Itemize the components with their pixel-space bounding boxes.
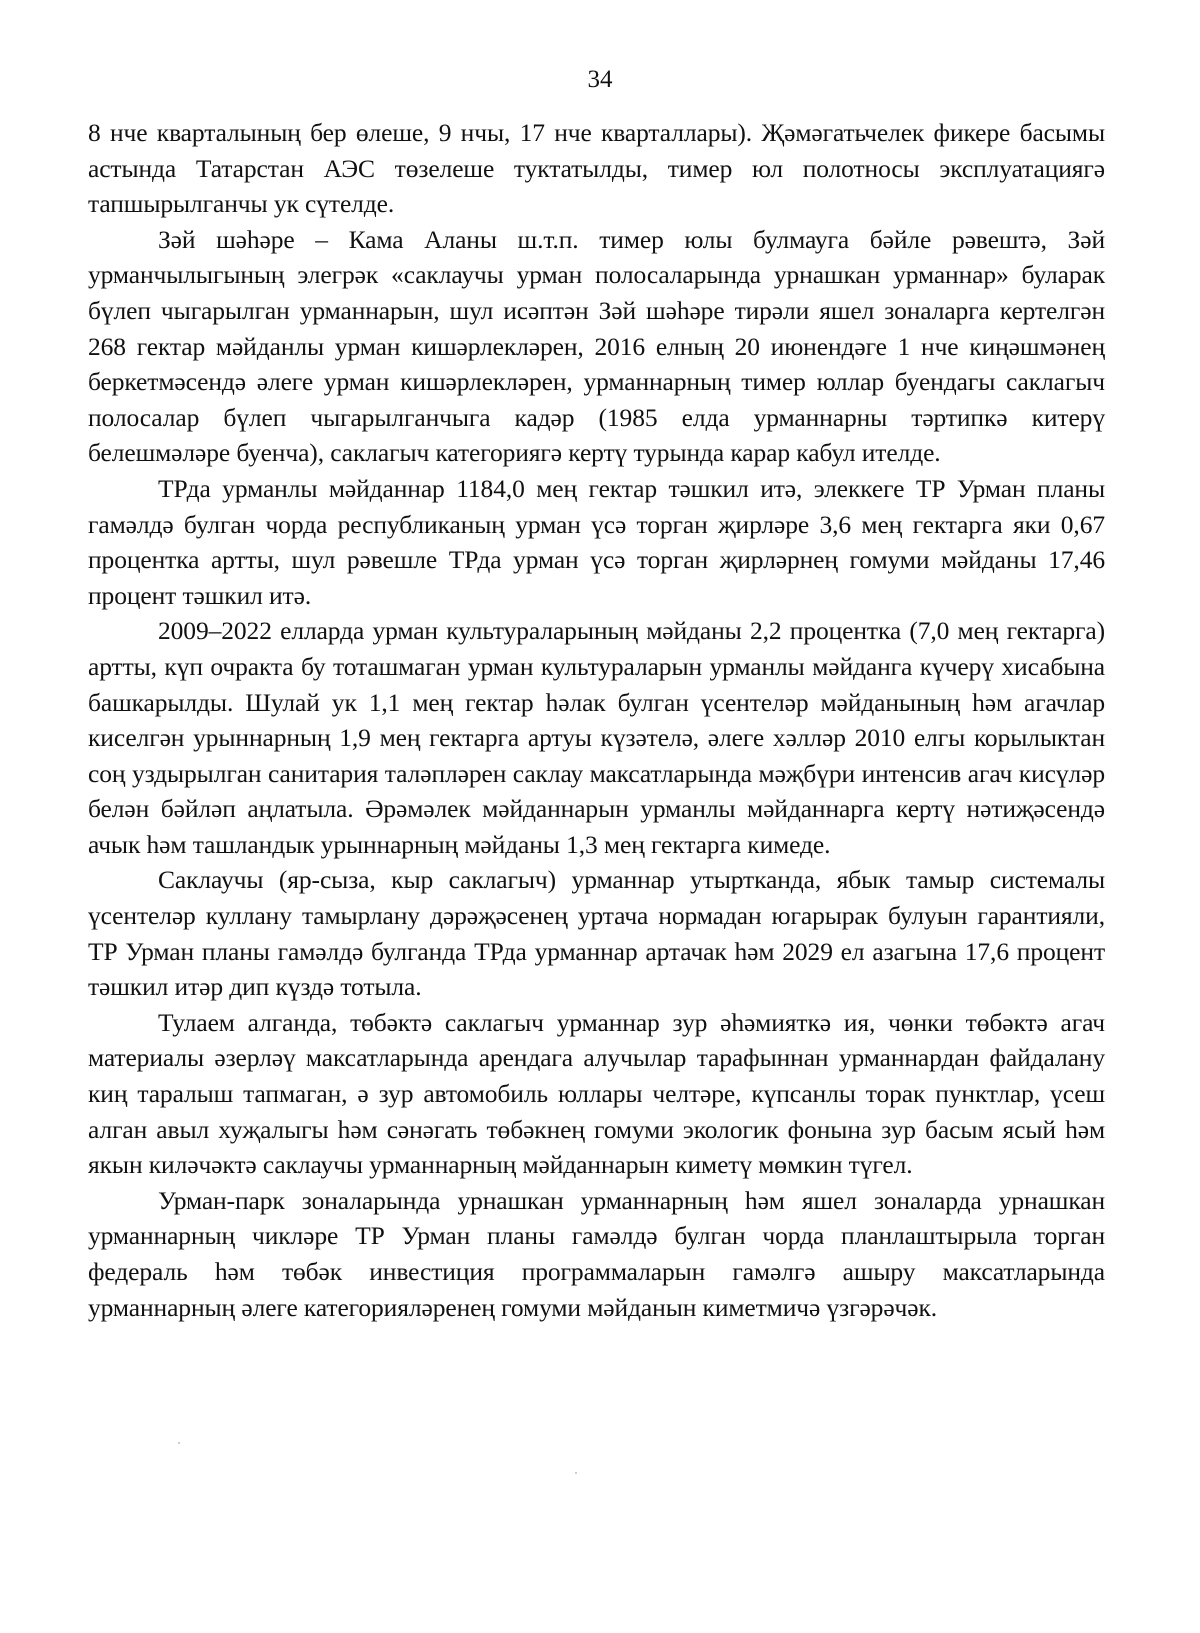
- paragraph-7: Урман-парк зоналарында урнашкан урманнарның һәм яшел зоналарда урнашкан урманнарның чикләре ТР Урман планы гамәлдә булган чорда планлаштырыла торган федераль һәм төбәк инвестиция программаларын гамәлгә ашыру максатларында урманнарның әлеге категорияләренең гомуми мәйданын киметмичә үзгәрәчәк.: [88, 1185, 1105, 1322]
- scan-speck: [178, 1442, 180, 1444]
- paragraph-4: 2009–2022 елларда урман культураларының мәйданы 2,2 процентка (7,0 мең гектарга) артты, күп очракта бу тоташмаган урман культураларын урманлы мәйданга күчерү хисабына башкарылды. Шулай ук 1,1 мең гектар һәлак булган үсентеләр мәйданының һәм агачлар киселгән урыннарның 1,9 мең гектарга артуы күзәтелә, әлеге хәлләр 2010 елгы корылыктан соң уздырылган санитария таләпләрен саклау максатларында мәҗбүри интенсив агач кисүләр белән бәйләп аңлатыла. Әрәмәлек мәйданнарын урманлы мәйданнарга кертү нәтиҗәсендә ачык һәм ташландык урыннарның мәйданы 1,3 мең гектарга кимеде.: [88, 616, 1105, 859]
- paragraph-6: Тулаем алганда, төбәктә саклагыч урманнар зур әһәмияткә ия, чөнки төбәктә агач материалы әзерләү максатларында арендага алучылар тарафыннан урманнардан файдалану киң таралыш тапмаган, ә зур автомобиль юллары челтәре, күпсанлы торак пунктлар, үсеш алган авыл хуҗалыгы һәм сәнәгать төбәкнең гомуми экологик фонына зур басым ясый һәм якын киләчәктә саклаучы урманнарның мәйданнарын киметү мөмкин түгел.: [88, 1007, 1105, 1180]
- paragraph-5: Саклаучы (яр-сыза, кыр саклагыч) урманнар утыртканда, ябык тамыр системалы үсентеләр куллану тамырлану дәрәҗәсенең уртача нормадан югарырак булуын гарантияли, ТР Урман планы гамәлдә булганда ТРда урманнар артачак һәм 2029 ел азагына 17,6 процент тәшкил итәр дип күздә тотыла.: [88, 865, 1105, 1002]
- paragraph-2: Зәй шәһәре – Кама Аланы ш.т.п. тимер юлы булмауга бәйле рәвештә, Зәй урманчылыгының элегрәк «саклаучы урман полосаларында урнашкан урманнар» буларак бүлеп чыгарылган урманнарын, шул исәптән Зәй шәһәре тирәли яшел зоналарга кертелгән 268 гектар мәйданлы урман кишәрлекләрен, 2016 елның 20 июнендәге 1 нче киңәшмәнең беркетмәсендә әлеге урман кишәрлекләрен, урманнарның тимер юллар буендагы саклагыч полосалар бүлеп чыгарылганчыга кадәр (1985 елда урманнарны тәртипкә китерү белешмәләре буенча), саклагыч категориягә кертү турында карар кабул ителде.: [88, 224, 1105, 468]
- document-body: [88, 115, 1105, 1325]
- scan-speck: [575, 1472, 577, 1474]
- paragraph-3: ТРда урманлы мәйданнар 1184,0 мең гектар тәшкил итә, элеккеге ТР Урман планы гамәлдә булган чорда республиканың урман үсә торган җирләре 3,6 мең гектарга яки 0,67 процентка артты, шул рәвешле ТРда урман үсә торган җирләрнең гомуми мәйданы 17,46 процент тәшкил итә.: [88, 473, 1105, 610]
- paragraph-1: 8 нче кварталының бер өлеше, 9 нчы, 17 нче кварталлары). Җәмәгатьчелек фикере басымы астында Татарстан АЭС төзелеше туктатылды, тимер юл полотносы эксплуатациягә тапшырылганчы ук сүтелде.: [88, 118, 1105, 219]
- page-number: 34: [587, 66, 613, 93]
